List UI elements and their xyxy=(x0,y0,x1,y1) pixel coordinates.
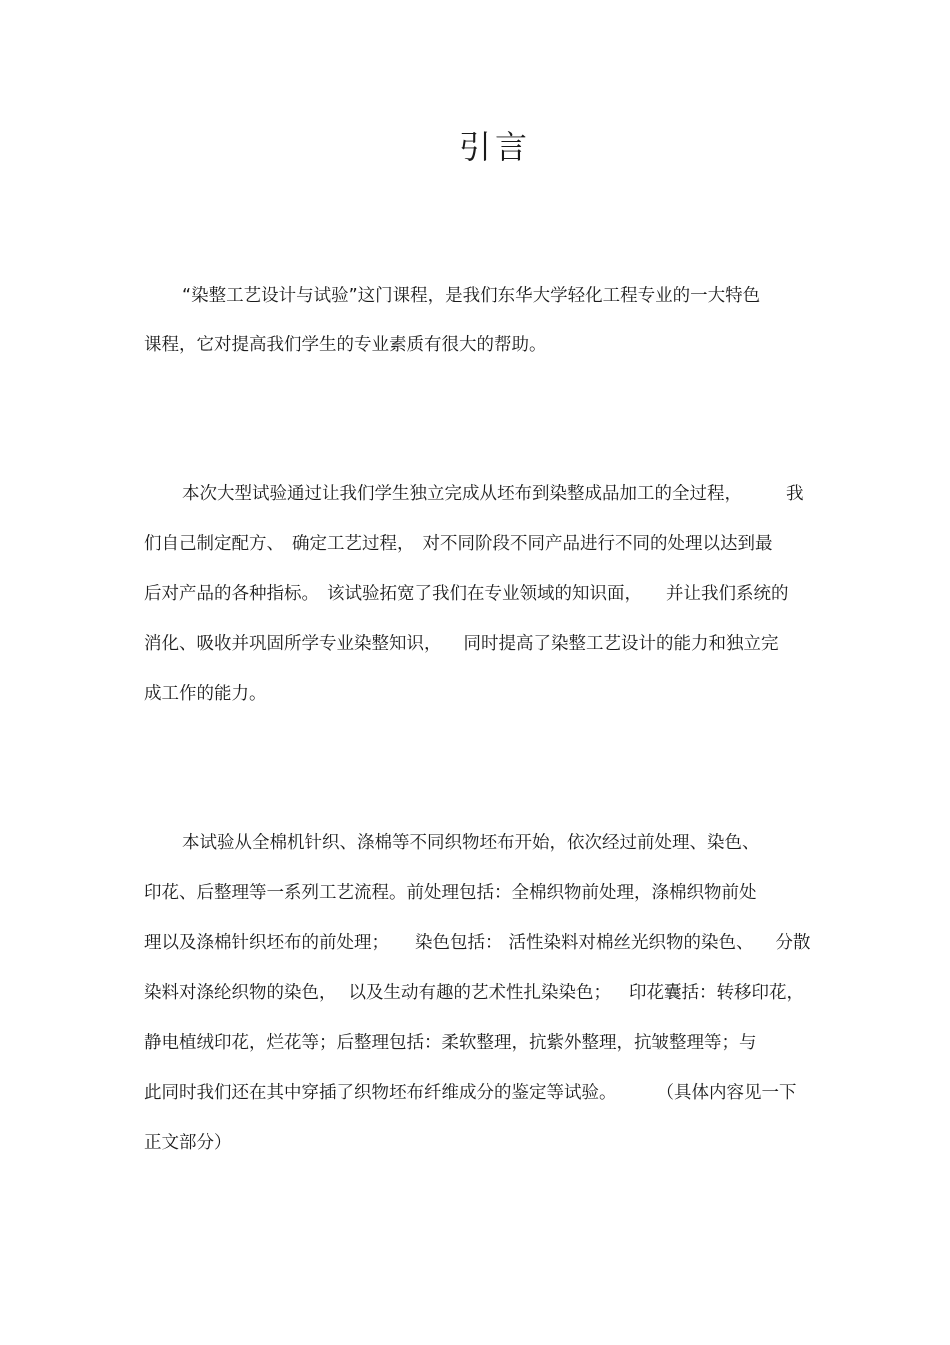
text-segment: 此同时我们还在其中穿插了织物坯布纤维成分的鉴定等试验。 xyxy=(144,1083,617,1103)
text-segment: 确定工艺过程， xyxy=(292,534,415,554)
text-segment: 分散 xyxy=(775,933,811,953)
paragraph-3-line-1: 本试验从全棉机针织、涤棉等不同织物坯布开始，依次经过前处理、染色、 xyxy=(182,833,760,853)
paragraph-2-line-5: 成工作的能力。 xyxy=(144,684,267,704)
text-segment: 我 xyxy=(786,484,804,504)
paragraph-3-line-4 xyxy=(144,981,804,1005)
paragraph-2-line-4 xyxy=(144,632,779,656)
text-segment: 该试验拓宽了我们在专业领域的知识面， xyxy=(327,584,642,604)
paragraph-1-line-1: “染整工艺设计与试验”这门课程，是我们东华大学轻化工程专业的一大特色 xyxy=(182,286,761,306)
paragraph-2-line-2 xyxy=(144,532,773,556)
text-segment: 染色包括： xyxy=(415,933,503,953)
text-segment: 对不同阶段不同产品进行不同的处理以达到最 xyxy=(422,534,773,554)
text-segment: 并让我们系统的 xyxy=(666,584,789,604)
paragraph-3-line-6 xyxy=(144,1081,797,1105)
text-segment: 们自己制定配方、 xyxy=(144,534,284,554)
paragraph-2-line-1 xyxy=(182,482,804,506)
text-segment: 后对产品的各种指标。 xyxy=(144,584,319,604)
text-segment: 理以及涤棉针织坯布的前处理； xyxy=(144,933,389,953)
page-title: 引言 xyxy=(458,128,531,166)
text-segment: 染料对涤纶织物的染色， xyxy=(144,983,337,1003)
text-segment: 印花囊括：转移印花， xyxy=(629,983,804,1003)
text-segment: 活性染料对棉丝光织物的染色、 xyxy=(508,933,754,953)
text-segment: 消化、吸收并巩固所学专业染整知识， xyxy=(144,634,442,654)
paragraph-3-line-7: 正文部分） xyxy=(144,1133,232,1153)
text-segment: 同时提高了染整工艺设计的能力和独立完 xyxy=(463,634,779,654)
paragraph-2-line-3 xyxy=(144,582,789,606)
paragraph-3-line-2: 印花、后整理等一系列工艺流程。前处理包括：全棉织物前处理，涤棉织物前处 xyxy=(144,883,757,903)
text-segment: （具体内容见一下 xyxy=(656,1083,797,1103)
paragraph-3-line-3 xyxy=(144,931,811,955)
paragraph-3-line-5: 静电植绒印花，烂花等；后整理包括：柔软整理，抗紫外整理，抗皱整理等；与 xyxy=(144,1033,757,1053)
text-segment: 以及生动有趣的艺术性扎染染色； xyxy=(348,983,611,1003)
text-segment: 本次大型试验通过让我们学生独立完成从坯布到染整成品加工的全过程， xyxy=(182,484,742,504)
paragraph-1-line-2: 课程，它对提高我们学生的专业素质有很大的帮助。 xyxy=(144,335,547,355)
